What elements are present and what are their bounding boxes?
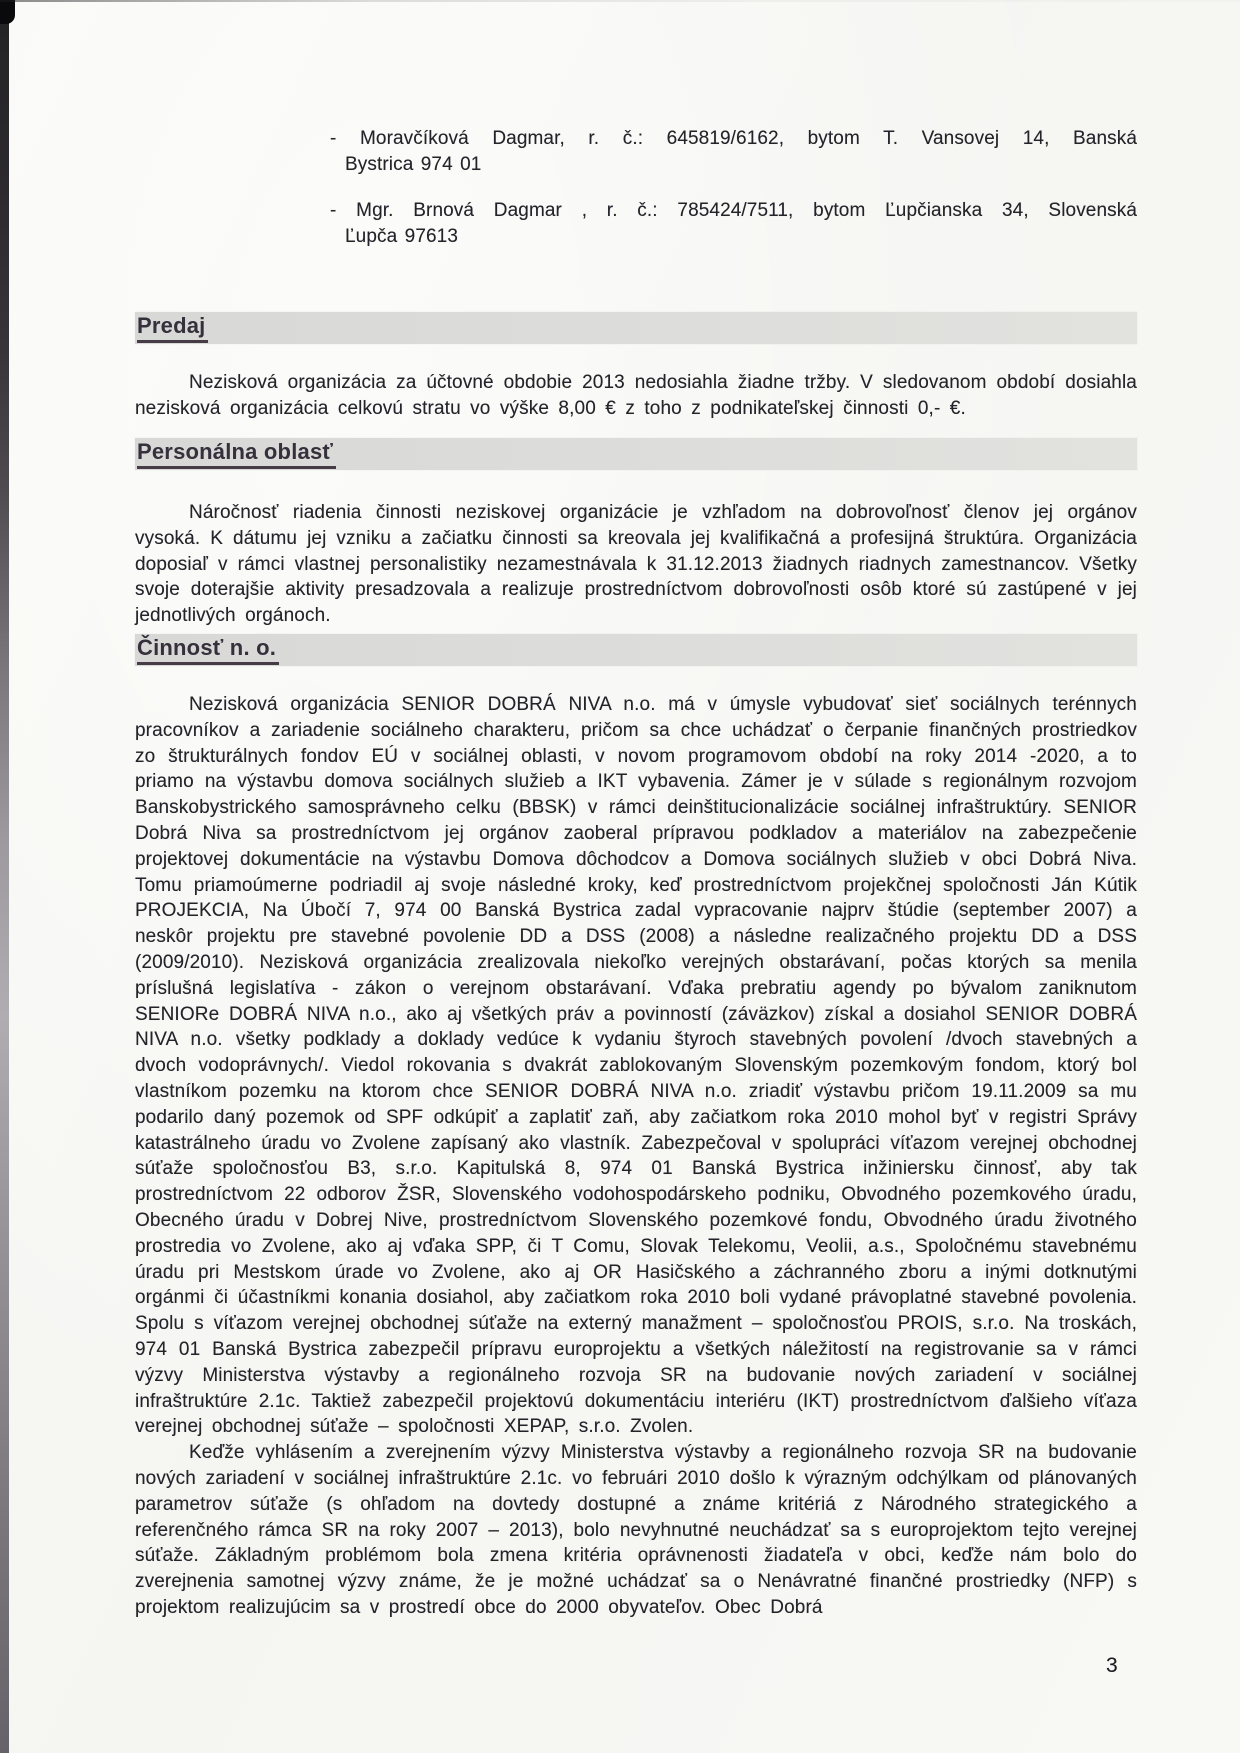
section-heading: Personálna oblasť bbox=[137, 439, 336, 469]
person-line: - Moravčíková Dagmar, r. č.: 645819/6162, bytom T. Vansovej 14, Banská bbox=[330, 128, 1137, 149]
paragraph: Nezisková organizácia za účtovné obdobie 2013 nedosiahla žiadne tržby. V sledovanom období dosiahla nezisková organizácia celkovú stratu vo výške 8,00 € z toho z podnikateľskej činnosti 0,- €. bbox=[135, 372, 1137, 419]
list-item bbox=[330, 126, 1137, 178]
paragraph: Nezisková organizácia SENIOR DOBRÁ NIVA n.o. má v úmysle vybudovať sieť sociálnych terénnych pracovníkov a zariadenie sociálneho charakteru, pričom sa chce uchádzať o čerpanie finančných prostriedkov zo štrukturálnych fondov EÚ v sociálnej oblasti, v novom programovom období na roky 2014 -2020, a to priamo na výstavbu domova sociálnych služieb a IKT vybavenia. Zámer je v súlade s regionálnym rozvojom Banskobystrického samosprávneho celku (BBSK) v rámci deinštitucionalizácie sociálnej infraštruktúry. SENIOR Dobrá Niva sa prostredníctvom jej orgánov zaoberal prípravou podkladov a materiálov na zabezpečenie projektovej dokumentácie na výstavbu Domova dôchodcov a Domova sociálnych služieb v obci Dobrá Niva. Tomu priamoúmerne podriadil aj svoje následné kroky, keď prostredníctvom projekčnej spoločnosti Ján Kútik PROJEKCIA, Na Úbočí 7, 974 00 Banská Bystrica zadal vypracovanie najprv štúdie (september 2007) a neskôr projektu pre stavebné povolenie DD a DSS (2008) a následne realizačného projektu DD a DSS (2009/2010). Nezisková organizácia zrealizovala niekoľko verejných obstarávaní, počas ktorých sa menila príslušná legislatíva - zákon o verejnom obstarávaní. Vďaka prebratiu agendy po bývalom zaniknutom SENIORe DOBRÁ NIVA n.o., ako aj všetkých práv a povinností (záväzkov) získal a dosiahol SENIOR DOBRÁ NIVA n.o. všetky podklady a doklady vedúce k vydaniu štyroch stavebných povolení /dvoch stavebných a dvoch vodoprávnych/. Viedol rokovania s dvakrát zablokovaným Slovenským pozemkovým fondom, ktorý bol vlastníkom pozemku na ktorom chce SENIOR DOBRÁ NIVA n.o. zriadiť výstavbu pričom 19.11.2009 sa mu podarilo daný pozemok od SPF odkúpiť a zaplatiť zaň, aby začiatkom roka 2010 mohol byť v registri Správy katastrálneho úradu vo Zvolene zapísaný ako vlastník. Zabezpečoval v spolupráci víťazom verejnej obchodnej súťaže spoločnosťou B3, s.r.o. Kapitulská 8, 974 01 Banská Bystrica inžiniersku činnosť, aby tak prostredníctvom 22 odborov ŽSR, Slovenského vodohospodárskeho podniku, Obvodného pozemkového úradu, Obecného úradu v Dobrej Nive, prostredníctvom Slovenského pozemkové fondu, Obvodného úradu životného prostredia vo Zvolene, ako aj vďaka SPP, či T Comu, Slovak Telekomu, Veolii, a.s., Spoločnému stavebnému úradu pri Mestskom úrade vo Zvolene, ako aj OR Hasičského a záchranného zboru a inými dotknutými orgánmi či účastníkmi konania dosiahol, aby začiatkom roka 2010 boli vydané právoplatné stavebné povolenia. Spolu s víťazom verejnej obchodnej súťaže na externý manažment – spoločnosťou PROIS, s.r.o. Na troskách, 974 01 Banská Bystrica zabezpečil prípravu europrojektu a všetkých náležitostí na registrovanie sa v rámci výzvy Ministerstva výstavby a regionálneho rozvoja SR na budovanie nových zariadení v sociálnej infraštruktúre 2.1c. Taktiež zabezpečil projektovú dokumentáciu interiéru (IKT) prostredníctvom ďalšieho víťaza verejnej obchodnej súťaže – spoločnosti XEPAP, s.r.o. Zvolen. bbox=[135, 694, 1137, 1438]
paragraph: Náročnosť riadenia činnosti neziskovej organizácie je vzhľadom na dobrovoľnosť členov jej orgánov vysoká. K dátumu jej vzniku a začiatku činnosti sa kreovala jej kvalifikačná a profesijná štruktúra. Organizácia doposiaľ v rámci vlastnej personalistiky nezamestnávala k 31.12.2013 žiadnych riadnych zamestnancov. Všetky svoje doterajšie aktivity presadzovala a realizuje prostredníctvom dobrovoľnosti osôb ktoré sú zastúpené v jej jednotlivých orgánoch. bbox=[135, 502, 1137, 627]
section-heading-band-cinnost bbox=[135, 634, 1137, 666]
person-line-continuation: Bystrica 974 01 bbox=[345, 154, 482, 175]
page-number: 3 bbox=[1106, 1654, 1118, 1677]
paragraph: Keďže vyhlásením a zverejnením výzvy Ministerstva výstavby a regionálneho rozvoja SR na budovanie nových zariadení v sociálnej infraštruktúre 2.1c. vo februári 2010 došlo k výrazným odchýlkam od plánovaných parametrov súťaže (s ohľadom na dovtedy dostupné a známe kritériá z Národného strategického a referenčného rámca SR na roky 2007 – 2013), bolo nevyhnutné neuchádzať sa s europrojektom tejto verejnej súťaže. Základným problémom bola zmena kritéria oprávnenosti žiadateľa v obci, keďže nám bolo do zverejnenia samotnej výzvy známe, že je možné uchádzať sa o Nenávratné finančné prostriedky (NFP) s projektom realizujúcim sa v prostredí obce do 2000 obyvateľov. Obec Dobrá bbox=[135, 1442, 1137, 1618]
section-body-cinnost bbox=[135, 692, 1137, 1621]
person-line: - Mgr. Brnová Dagmar , r. č.: 785424/7511, bytom Ľupčianska 34, Slovenská bbox=[330, 200, 1137, 221]
person-list bbox=[330, 126, 1137, 250]
section-body-predaj bbox=[135, 370, 1137, 422]
scanner-top-edge-artifact bbox=[0, 0, 1240, 2]
section-body-personalna bbox=[135, 500, 1137, 629]
section-heading-band-personalna bbox=[135, 438, 1137, 470]
scanner-edge-artifact bbox=[0, 0, 9, 1753]
section-heading: Činnosť n. o. bbox=[137, 635, 279, 665]
scanner-corner-artifact bbox=[0, 0, 15, 24]
section-heading: Predaj bbox=[137, 313, 208, 343]
list-item bbox=[330, 198, 1137, 250]
person-line-continuation: Ľupča 97613 bbox=[345, 226, 458, 247]
section-heading-band-predaj bbox=[135, 312, 1137, 344]
